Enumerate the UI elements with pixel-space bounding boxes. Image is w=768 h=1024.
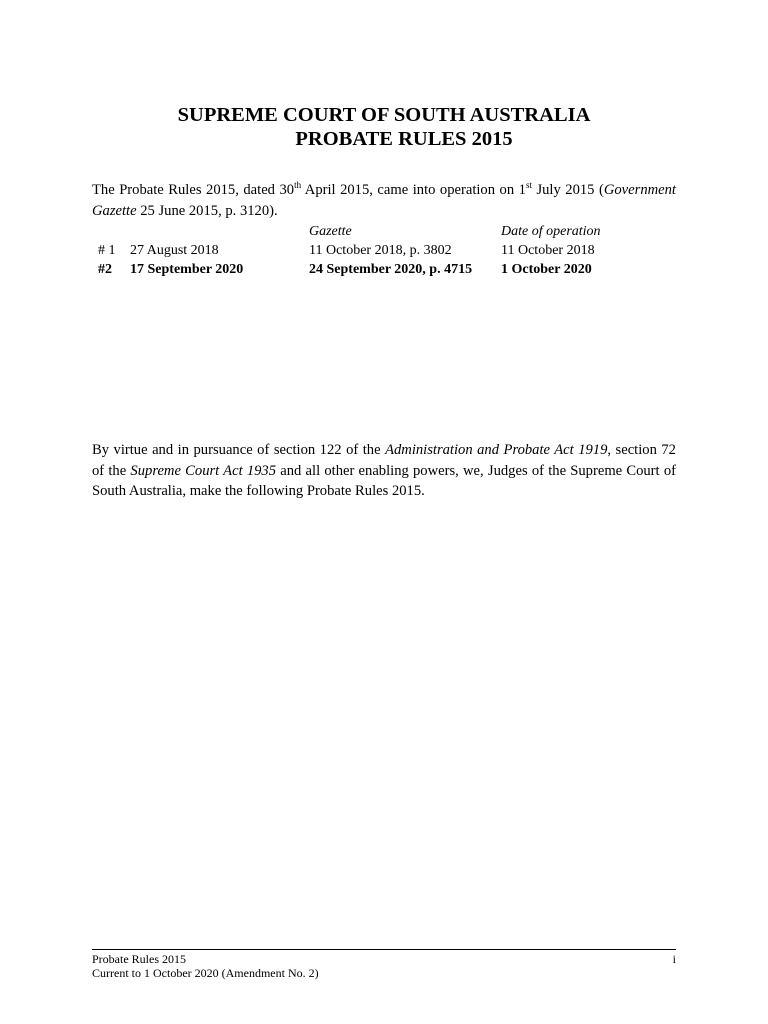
amendment-gazette: 24 September 2020, p. 4715 xyxy=(309,262,473,277)
page-number: i xyxy=(672,952,676,966)
act-title: Administration and Probate Act 1919 xyxy=(385,442,608,458)
header-gazette: Gazette xyxy=(309,224,352,239)
footer-currency-note: Current to 1 October 2020 (Amendment No. 2) xyxy=(92,966,319,980)
amendments-table xyxy=(92,224,692,281)
amendment-operation-date: 11 October 2018 xyxy=(501,243,595,258)
footer-divider xyxy=(92,949,676,950)
footer-line1 xyxy=(92,952,676,967)
amendment-date: 27 August 2018 xyxy=(130,243,219,258)
table-row xyxy=(92,262,692,281)
table-row xyxy=(92,243,692,262)
act-title: Supreme Court Act 1935 xyxy=(130,462,277,479)
amendments-header-row xyxy=(92,224,692,243)
amendment-gazette: 11 October 2018, p. 3802 xyxy=(309,243,452,258)
page-title-line2: PROBATE RULES 2015 xyxy=(295,128,513,150)
amendment-operation-date: 1 October 2020 xyxy=(501,262,592,277)
intro-paragraph: The Probate Rules 2015, dated 30th April 2015, came into operation on 1st July 2015 (Government Gazette 25 June 2015, p. 3120). xyxy=(92,180,676,219)
page-title-line1: SUPREME COURT OF SOUTH AUSTRALIA xyxy=(177,104,591,126)
gazette-italic: Government Gazette xyxy=(92,182,676,219)
footer-document-title: Probate Rules 2015 xyxy=(92,952,186,966)
header-date-of-operation: Date of operation xyxy=(501,224,601,239)
amendment-number: # 1 xyxy=(98,243,116,258)
amendment-date: 17 September 2020 xyxy=(130,262,244,277)
amendment-number: #2 xyxy=(98,262,112,277)
enacting-paragraph: By virtue and in pursuance of section 122 of the Administration and Probate Act 1919, section 72 of the Supreme Court Act 1935 and all other enabling powers, we, Judges of the Supreme Court of South Australia, make the following Probate Rules 2015. xyxy=(92,442,676,499)
